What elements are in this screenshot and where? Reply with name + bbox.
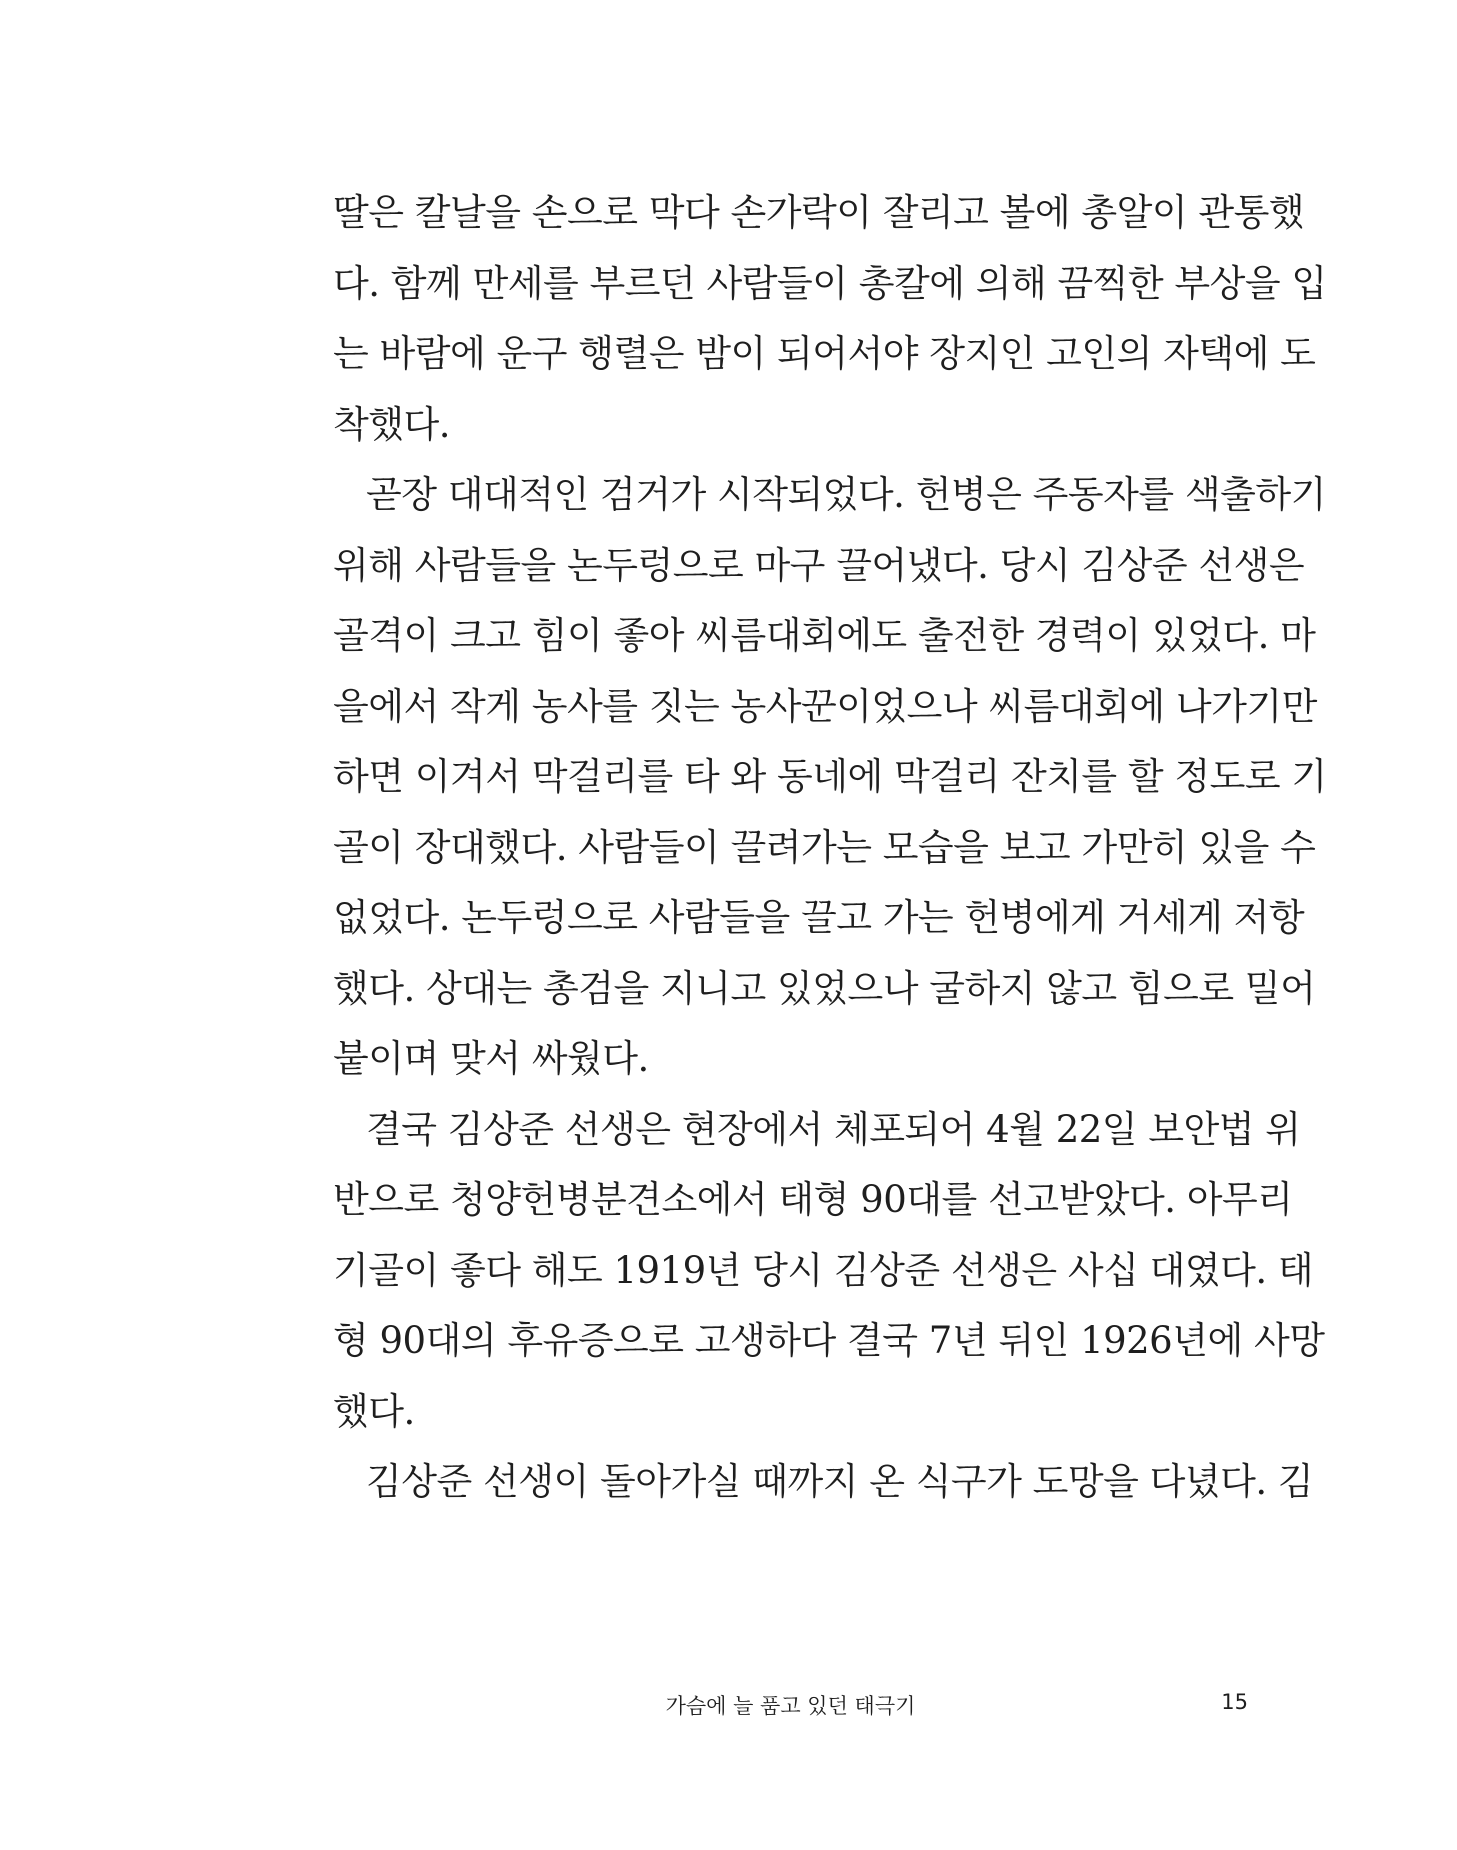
body-line: 골격이 크고 힘이 좋아 씨름대회에도 출전한 경력이 있었다. 마 (333, 614, 1316, 657)
body-line: 위해 사람들을 논두렁으로 마구 끌어냈다. 당시 김상준 선생은 (333, 543, 1305, 587)
body-line: 결국 김상준 선생은 현장에서 체포되어 4월 22일 보안법 위 (366, 1107, 1301, 1151)
body-line: 했다. 상대는 총검을 지니고 있었으나 굴하지 않고 힘으로 밀어 (333, 966, 1316, 1010)
body-line: 는 바람에 운구 행렬은 밤이 되어서야 장지인 고인의 자택에 도 (333, 332, 1316, 375)
body-line: 없었다. 논두렁으로 사람들을 끌고 가는 헌병에게 거세게 저항 (333, 896, 1305, 939)
body-line: 반으로 청양헌병분견소에서 태형 90대를 선고받았다. 아무리 (333, 1178, 1293, 1221)
body-line: 딸은 칼날을 손으로 막다 손가락이 잘리고 볼에 총알이 관통했 (333, 191, 1305, 234)
running-title: 가슴에 늘 품고 있던 태극기 (665, 1694, 916, 1718)
page-number: 15 (1221, 1690, 1248, 1714)
body-line: 하면 이겨서 막걸리를 타 와 동네에 막걸리 잔치를 할 정도로 기 (333, 755, 1327, 798)
body-line: 골이 장대했다. 사람들이 끌려가는 모습을 보고 가만히 있을 수 (333, 825, 1316, 869)
page-body (333, 178, 1327, 1518)
body-line: 착했다. (333, 402, 450, 446)
body-line: 김상준 선생이 돌아가실 때까지 온 식구가 도망을 다녔다. 김 (366, 1460, 1314, 1503)
page-footer (333, 1690, 1248, 1720)
body-line: 했다. (333, 1389, 415, 1433)
body-line: 곧장 대대적인 검거가 시작되었다. 헌병은 주동자를 색출하기 (366, 473, 1326, 516)
body-line: 기골이 좋다 해도 1919년 당시 김상준 선생은 사십 대였다. 태 (333, 1248, 1314, 1292)
body-line: 형 90대의 후유증으로 고생하다 결국 7년 뒤인 1926년에 사망 (333, 1319, 1325, 1362)
body-line: 붙이며 맞서 싸웠다. (333, 1037, 649, 1080)
body-line: 다. 함께 만세를 부르던 사람들이 총칼에 의해 끔찍한 부상을 입 (333, 261, 1327, 305)
body-line: 을에서 작게 농사를 짓는 농사꾼이었으나 씨름대회에 나가기만 (333, 684, 1317, 728)
